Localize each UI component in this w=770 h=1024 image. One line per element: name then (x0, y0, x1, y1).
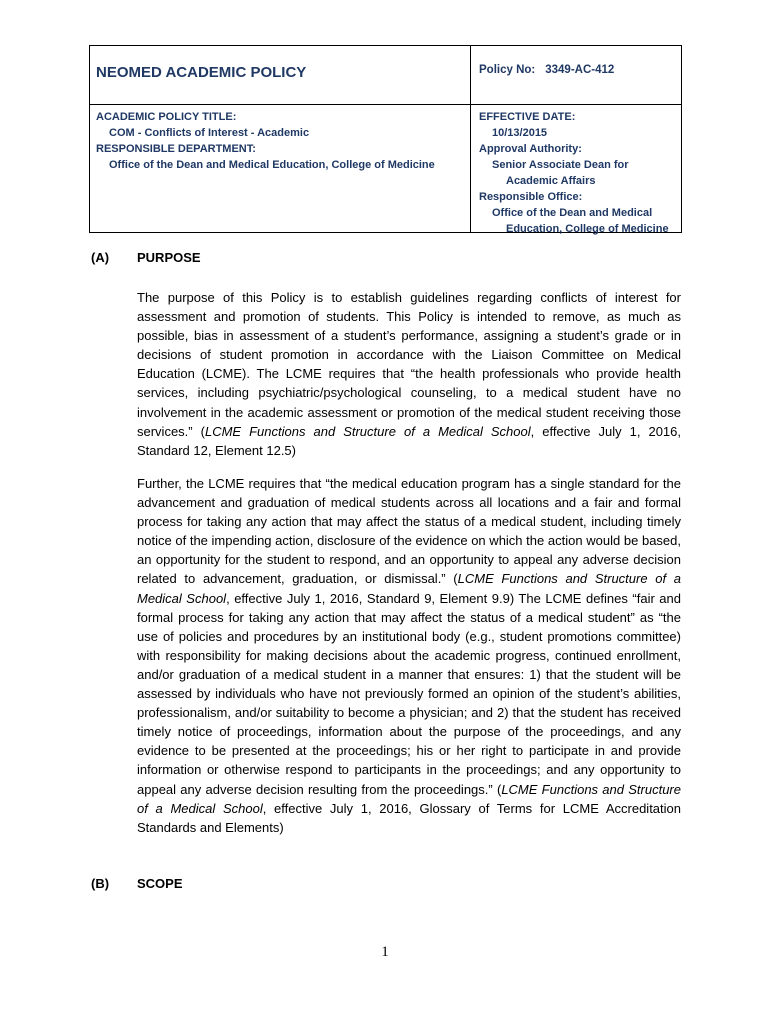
purpose-p2-text: Further, the LCME requires that “the medical education program has a single standard for the advancement and graduation of medical students across all locations and a fair and formal process for taking any action that may affect the status of a medical student, including timely notice of the impending action, disclosure of the evidence on which the action would be based, an opportunity for the student to respond, and an opportunity to appeal any adverse decision related to advancement, graduation, or dismissal.” ( (137, 476, 681, 587)
academic-policy-title-label: ACADEMIC POLICY TITLE: (96, 111, 237, 123)
policy-header-table (89, 45, 682, 233)
responsible-office-line1: Office of the Dean and Medical (492, 207, 653, 219)
purpose-paragraph-2 (137, 474, 681, 837)
table-divider-vertical (470, 46, 471, 232)
effective-date-value: 10/13/2015 (492, 127, 548, 139)
responsible-department-value: Office of the Dean and Medical Education, College of Medicine (109, 159, 435, 171)
approval-authority-label: Approval Authority: (479, 143, 582, 155)
section-b-label: (B) (91, 876, 110, 891)
approval-authority-line2: Academic Affairs (506, 175, 596, 187)
responsible-office-line2: Education, College of Medicine (506, 223, 669, 235)
purpose-p2-citation-2: LCME Functions and Structure of a Medical School (137, 781, 681, 816)
purpose-p2-mid: , effective July 1, 2016, Standard 9, Element 9.9) The LCME defines “fair and formal process for taking any action that may affect the status of a medical student” as “the use of policies and procedures by an institutional body (e.g., student promotions committee) with responsibility for making decisions about the academic progress, continued enrollment, and/or graduation of a medical student in a manner that ensures: 1) that the student will be assessed by individuals who have not previously formed an opinion of the student’s abilities, professionalism, and/or suitability to become a physician; and 2) that the student has received timely notice of proceedings, information about the purpose of the proceedings, and any evidence to be presented at the proceedings; his or her right to participate in and provide information or otherwise respond to participants in the proceedings; and any opportunity to appeal any adverse decision resulting from the proceedings.” ( (137, 590, 681, 797)
section-a-label: (A) (91, 250, 110, 265)
policy-title-cell (96, 109, 435, 173)
policy-number-label: Policy No: (479, 64, 536, 76)
purpose-p1-text: The purpose of this Policy is to establish guidelines regarding conflicts of interest for assessment and promotion of students. This Policy is intended to remove, as much as possible, bias in assessment of a student’s performance, assigning a student’s grade or in decisions of student promotion in accordance with the Liaison Committee on Medical Education (LCME). The LCME requires that “the health professionals who provide health services, including psychiatric/psychological counseling, to a medical student have no involvement in the academic assessment or promotion of the medical student receiving those services.” ( (137, 290, 681, 439)
policy-number (479, 64, 624, 76)
purpose-p1-citation: LCME Functions and Structure of a Medical School (204, 423, 531, 439)
purpose-p1-tail: , effective July 1, 2016, Standard 12, Element 12.5) (137, 423, 682, 458)
responsible-department-label: RESPONSIBLE DEPARTMENT: (96, 143, 256, 155)
page-number: 1 (381, 944, 389, 960)
purpose-p2-citation-1: LCME Functions and Structure of a Medical School (137, 571, 681, 606)
purpose-p2-tail: , effective July 1, 2016, Glossary of Terms for LCME Accreditation Standards and Elements) (137, 800, 682, 835)
table-divider-horizontal (90, 104, 681, 105)
responsible-office-label: Responsible Office: (479, 191, 583, 203)
policy-dates-cell (479, 109, 669, 237)
policy-number-value: 3349-AC-412 (545, 64, 615, 76)
section-b-title: SCOPE (137, 876, 183, 891)
policy-header-title: NEOMED ACADEMIC POLICY (96, 64, 307, 81)
academic-policy-title-value: COM - Conflicts of Interest - Academic (109, 127, 310, 139)
section-a-title: PURPOSE (137, 250, 201, 265)
purpose-paragraph-1 (137, 288, 681, 460)
effective-date-label: EFFECTIVE DATE: (479, 111, 576, 123)
approval-authority-line1: Senior Associate Dean for (492, 159, 629, 171)
